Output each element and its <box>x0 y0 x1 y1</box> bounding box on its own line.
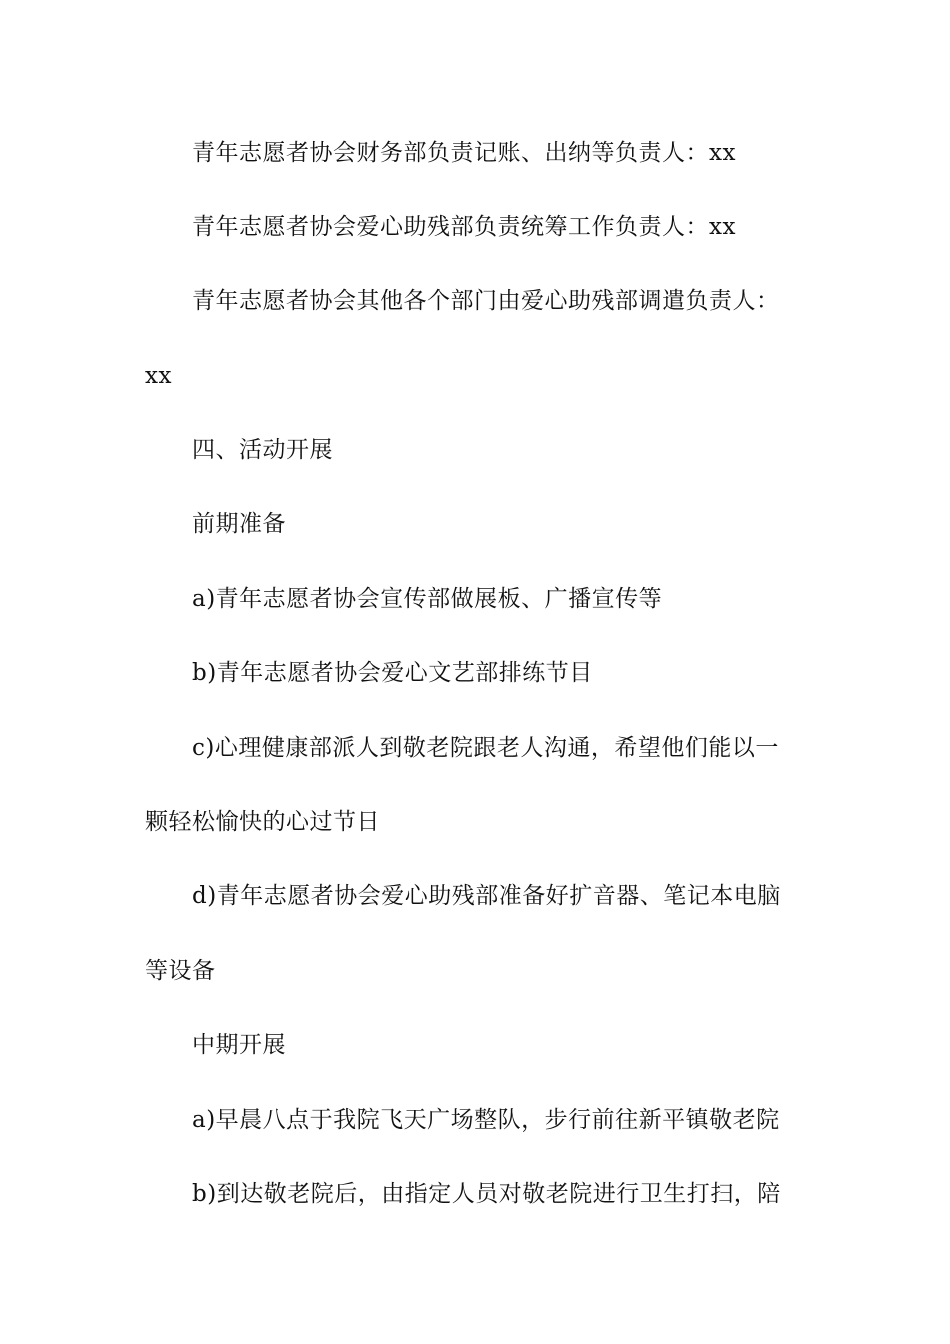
list-item-b-mid: b)到达敬老院后，由指定人员对敬老院进行卫生打扫，陪 <box>192 1181 781 1207</box>
list-item-d-prep-cont: 等设备 <box>145 958 216 984</box>
subheading-mid-stage: 中期开展 <box>192 1032 286 1058</box>
text-line-finance: 青年志愿者协会财务部负责记账、出纳等负责人：xx <box>192 140 736 166</box>
list-item-d-prep: d)青年志愿者协会爱心助残部准备好扩音器、笔记本电脑 <box>192 883 781 909</box>
list-item-b-prep: b)青年志愿者协会爱心文艺部排练节目 <box>192 660 593 686</box>
text-line-other-departments: 青年志愿者协会其他各个部门由爱心助残部调遣负责人： <box>192 288 780 314</box>
list-item-c-prep-cont: 颗轻松愉快的心过节日 <box>145 809 380 835</box>
list-item-c-prep: c)心理健康部派人到敬老院跟老人沟通，希望他们能以一 <box>192 735 779 761</box>
section-heading-activity: 四、活动开展 <box>192 437 333 463</box>
text-line-disability-aid: 青年志愿者协会爱心助残部负责统筹工作负责人：xx <box>192 214 736 240</box>
text-line-other-departments-cont: xx <box>145 363 172 389</box>
list-item-a-prep: a)青年志愿者协会宣传部做展板、广播宣传等 <box>192 586 663 612</box>
subheading-preparation: 前期准备 <box>192 511 286 537</box>
list-item-a-mid: a)早晨八点于我院飞天广场整队，步行前往新平镇敬老院 <box>192 1107 780 1133</box>
